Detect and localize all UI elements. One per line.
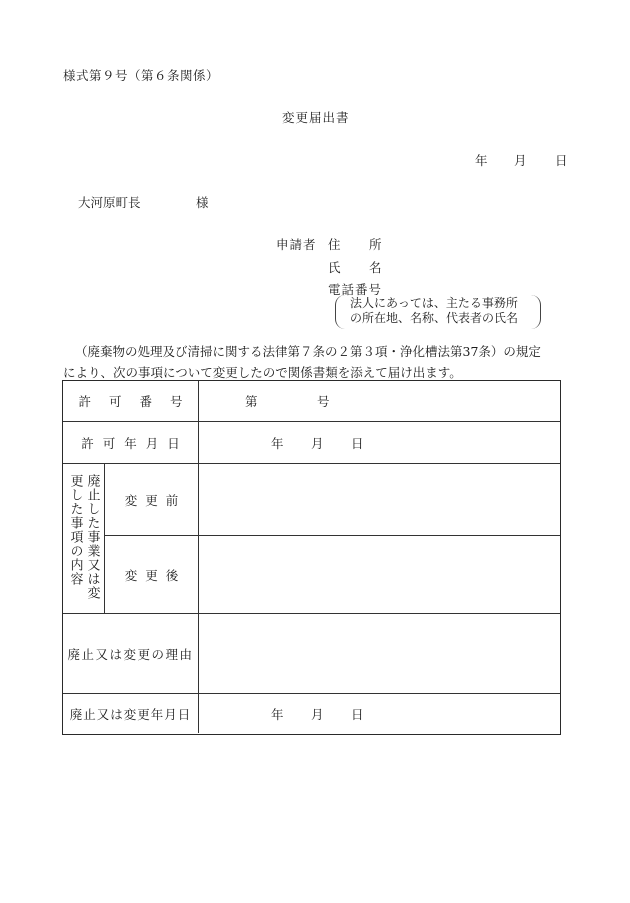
after-field[interactable] — [199, 536, 560, 613]
body-line-1: （廃棄物の処理及び清掃に関する法律第７条の２第３項・浄化槽法第37条）の規定 — [75, 344, 541, 359]
reason-label-cell — [63, 614, 198, 693]
document-title: 変更届出書 — [282, 110, 350, 125]
addressee-honorific: 様 — [196, 195, 209, 210]
address-label-1: 住 — [328, 237, 341, 252]
change-group-label: 廃止した事業又は変更した事項の内容 — [67, 473, 100, 600]
permit-number-suffix: 号 — [317, 394, 330, 409]
applicant-label: 申請者 — [276, 237, 317, 252]
header-date-day: 日 — [555, 153, 568, 168]
note-line-1: 法人にあっては、主たる事務所 — [350, 296, 518, 310]
change-date-year: 年 — [271, 707, 284, 722]
permit-date-label: 許可年月日 — [81, 435, 189, 451]
name-label-2: 名 — [369, 260, 382, 275]
permit-number-label: 許可番号 — [78, 394, 201, 409]
header-date-month: 月 — [514, 153, 527, 168]
after-label-cell — [105, 536, 198, 613]
permit-date-year: 年 — [271, 435, 284, 451]
permit-number-label-cell — [63, 381, 201, 421]
header-date-year: 年 — [475, 153, 488, 168]
change-form-table — [62, 380, 561, 735]
permit-date-month: 月 — [311, 435, 324, 451]
change-date-field[interactable] — [199, 694, 560, 734]
change-date-label-cell — [63, 694, 198, 734]
change-date-label: 廃止又は変更年月日 — [69, 707, 192, 722]
before-label: 変更前 — [124, 492, 187, 508]
note-line-2: の所在地、名称、代表者の氏名 — [350, 310, 519, 325]
change-date-day: 日 — [351, 707, 364, 722]
address-label-2: 所 — [369, 237, 382, 252]
name-label-1: 氏 — [328, 260, 341, 275]
body-paragraph — [63, 341, 573, 383]
body-line-2: により、次の事項について変更したので関係書類を添えて届け出ます。 — [63, 365, 462, 380]
reason-label: 廃止又は変更の理由 — [67, 646, 194, 662]
permit-date-field[interactable] — [199, 422, 560, 463]
form-id: 様式第９号（第６条関係） — [63, 68, 220, 83]
phone-label: 電話番号 — [328, 282, 383, 297]
permit-date-day: 日 — [351, 435, 364, 451]
addressee-name: 大河原町長 — [78, 195, 141, 210]
before-field[interactable] — [199, 464, 560, 535]
permit-number-field[interactable] — [199, 381, 560, 421]
permit-date-label-cell — [63, 422, 198, 463]
after-label: 変更後 — [124, 567, 187, 583]
change-group-label-cell — [63, 464, 104, 613]
reason-field[interactable] — [199, 614, 560, 693]
corporate-note — [335, 295, 541, 329]
before-label-cell — [105, 464, 198, 535]
change-date-month: 月 — [311, 707, 324, 722]
permit-number-prefix: 第 — [245, 394, 258, 409]
